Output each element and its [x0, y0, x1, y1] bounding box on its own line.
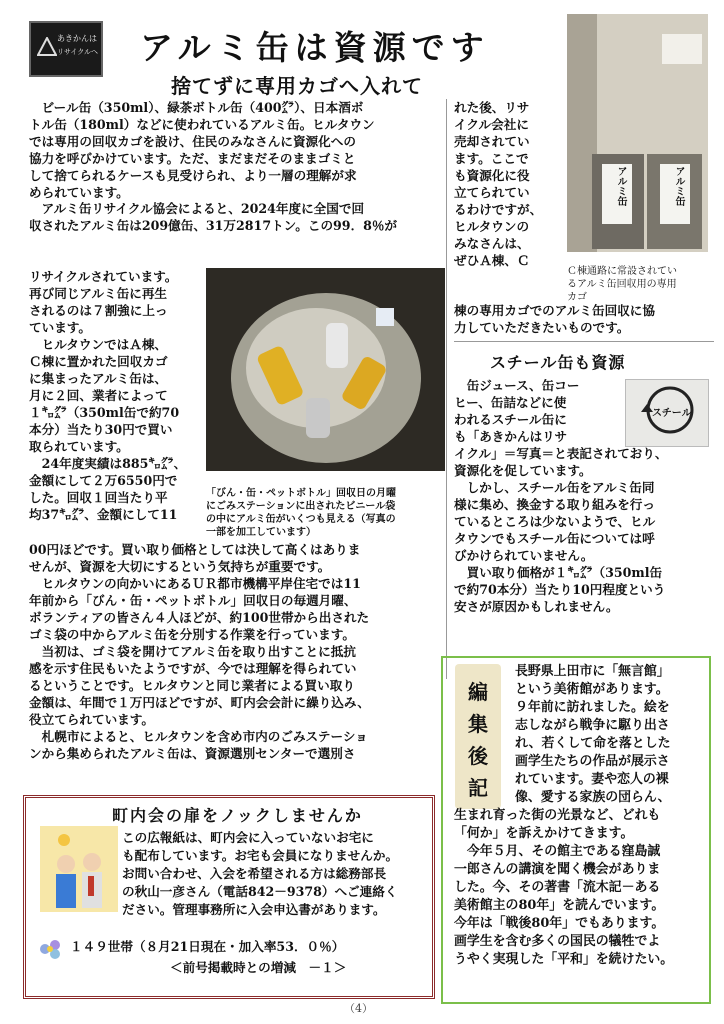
page-number: （4） [344, 1002, 373, 1015]
right-cont-top: れた後、リサ イクル会社に 売却されてい ます。ここで も資源化に役 立てられてい るわけですが、 ヒルタウンの みなさんは、 ぜひＡ棟、Ｃ [454, 100, 543, 268]
notice-heading: 町内会の扉をノックしませんか [112, 806, 363, 825]
recycle-logo [29, 21, 103, 77]
steel-heading: スチール缶も資源 [490, 353, 626, 372]
editor-para-rest: 生まれ育った街の光景など、どれも 「何か」を訴えかけてきます。 今年５月、その館主である窪島誠 一郎さんの講演を聞く機会がありま した。今、その著書「流木記－ある 美術館主の80年」を読んでいます。 今年は「戦後80年」でもあります。 画学生を含む多くの国民の犠牲でよ うやく実現した「平和」を続けたい。 [454, 808, 674, 967]
main-para-1: ビール缶（350ml）、緑茶ボトル缶（400㌘）、日本酒ボ トル缶（180ml）などに使われているアルミ缶。ヒルタウン では専用の回収カゴを設け、住民のみなさんに資源化への 協力を呼びかけています。ただ、まだまだそのままゴミと して捨てられるケースも見受けられ、より一層の理解が求 められています。 [29, 100, 375, 200]
main-para-4: 00円ほどです。買い取り価格としては決して高くはありま せんが、資源を大切にするという気持ちが重要です。 ヒルタウンの向かいにあるＵＲ都市機構平岸住宅では11 年前から「びん・缶・ペットボトル」回収日の毎週月曜、 ボランティアの皆さん４人ほどが、約100世帯から出された ゴミ袋の中からアルミ缶を分別する作業を行っています。 当初は、ゴミ袋を開けてアルミ缶を取り出すことに抵抗 感を示す住民もいたようですが、今では理解を得られてい るということです。ヒルタウンと同じ業者による買い取り 金額は、年間で１万円ほどですが、町内会会計に繰り込み、 役立てられています。 札幌市によると、ヒルタウンを含め市内のごみステーショ ンから集められたアルミ缶は、資源選別センターで選別さ [29, 542, 370, 761]
logo-line1: あきかんは [57, 34, 97, 43]
editor-label-4: 記 [468, 776, 488, 800]
steel-para-rest: イクル」＝写真＝と表記されており、 資源化を促しています。 しかし、スチール缶をアルミ缶同 様に集め、換金する取り組みを行っ ているところは少ないようで、ヒル タウンでもスチール缶については呼 びかけられていません。 買い取り価格が１㌔㌘（350ml缶 で約70本分）当たり10円程度という 安さが原因かもしれません。 [454, 446, 668, 614]
steel-logo-text: スチール [652, 408, 692, 419]
steel-para-top: 缶ジュース、缶コー ヒー、缶詰などに使 われるスチール缶に も「あきかんはリサ [454, 378, 580, 444]
bin-photo-caption: Ｃ棟通路に常設されてい るアルミ缶回収用の専用 カゴ [567, 266, 677, 303]
right-cont-bottom: 棟の専用カゴでのアルミ缶回収に協 力していただきたいものです。 [454, 303, 655, 335]
editor-label-3: 後 [468, 744, 488, 768]
notice-change: ＜前号掲載時との増減 －１＞ [170, 960, 347, 975]
main-para-3: リサイクルされています。 再び同じアルミ缶に再生 されるのは７割強に上っ ています。 ヒルタウンではＡ棟、 Ｃ棟に置かれた回収カゴ に集まったアルミ缶は、 月に２回、業者によって １㌔㌘（350ml缶で約70 本分）当たり30円で買い 取られています。 24年度実績は885㌔㌘、 金額にして２万6550円で した。回収１回当たり平 均37㌔㌘、金額にして11 [29, 269, 187, 522]
bin-label-left: アルミ缶 [615, 166, 626, 206]
bin-label-right: アルミ缶 [673, 166, 684, 206]
page-subtitle: 捨てずに専用カゴへ入れて [171, 74, 423, 98]
page-title: アルミ缶は資源です [140, 28, 490, 67]
editor-label-2: 集 [468, 712, 488, 736]
steel-logo-photo [625, 379, 709, 447]
logo-line2: リサイクルへ [57, 48, 99, 56]
notice-illustration [40, 826, 118, 912]
column-divider [446, 99, 447, 679]
trash-photo-caption: 「びん・缶・ペットボトル」回収日の月曜 にごみステーションに出されたビニール袋 の中にアルミ缶がいくつも見える（写真の 一部を加工しています） [206, 488, 396, 538]
notice-body: この広報紙は、町内会に入っていないお宅に も配布しています。お宅も会員になりませんか。 お問い合わせ、入会を希望される方は総務部長 の秋山一彦さん（電話842－9378）へご連絡く ださい。管理事務所に入会申込書があります。 [122, 830, 399, 917]
notice-stats: １４９世帯（８月21日現在・加入率53．０％） [70, 939, 345, 954]
editor-label [455, 664, 501, 809]
main-para-2: アルミ缶リサイクル協会によると、2024年度に全国で回 収されたアルミ缶は209億缶、31万2817トン。この99．8％が [29, 201, 398, 233]
flower-icon [36, 935, 64, 963]
editor-label-1: 編 [468, 680, 488, 704]
steel-separator [454, 341, 714, 342]
recycle-icon [37, 37, 57, 57]
bin-photo [567, 14, 708, 252]
trash-bag-photo [206, 268, 445, 471]
editor-para-top: 長野県上田市に「無言館」 という美術館があります。 ９年前に訪れました。絵を 志しながら戦争に駆り出さ れ、若くして命を落とした 画学生たちの作品が展示さ れています。妻や恋人の裸 像、愛する家族の団らん、 [515, 664, 671, 805]
